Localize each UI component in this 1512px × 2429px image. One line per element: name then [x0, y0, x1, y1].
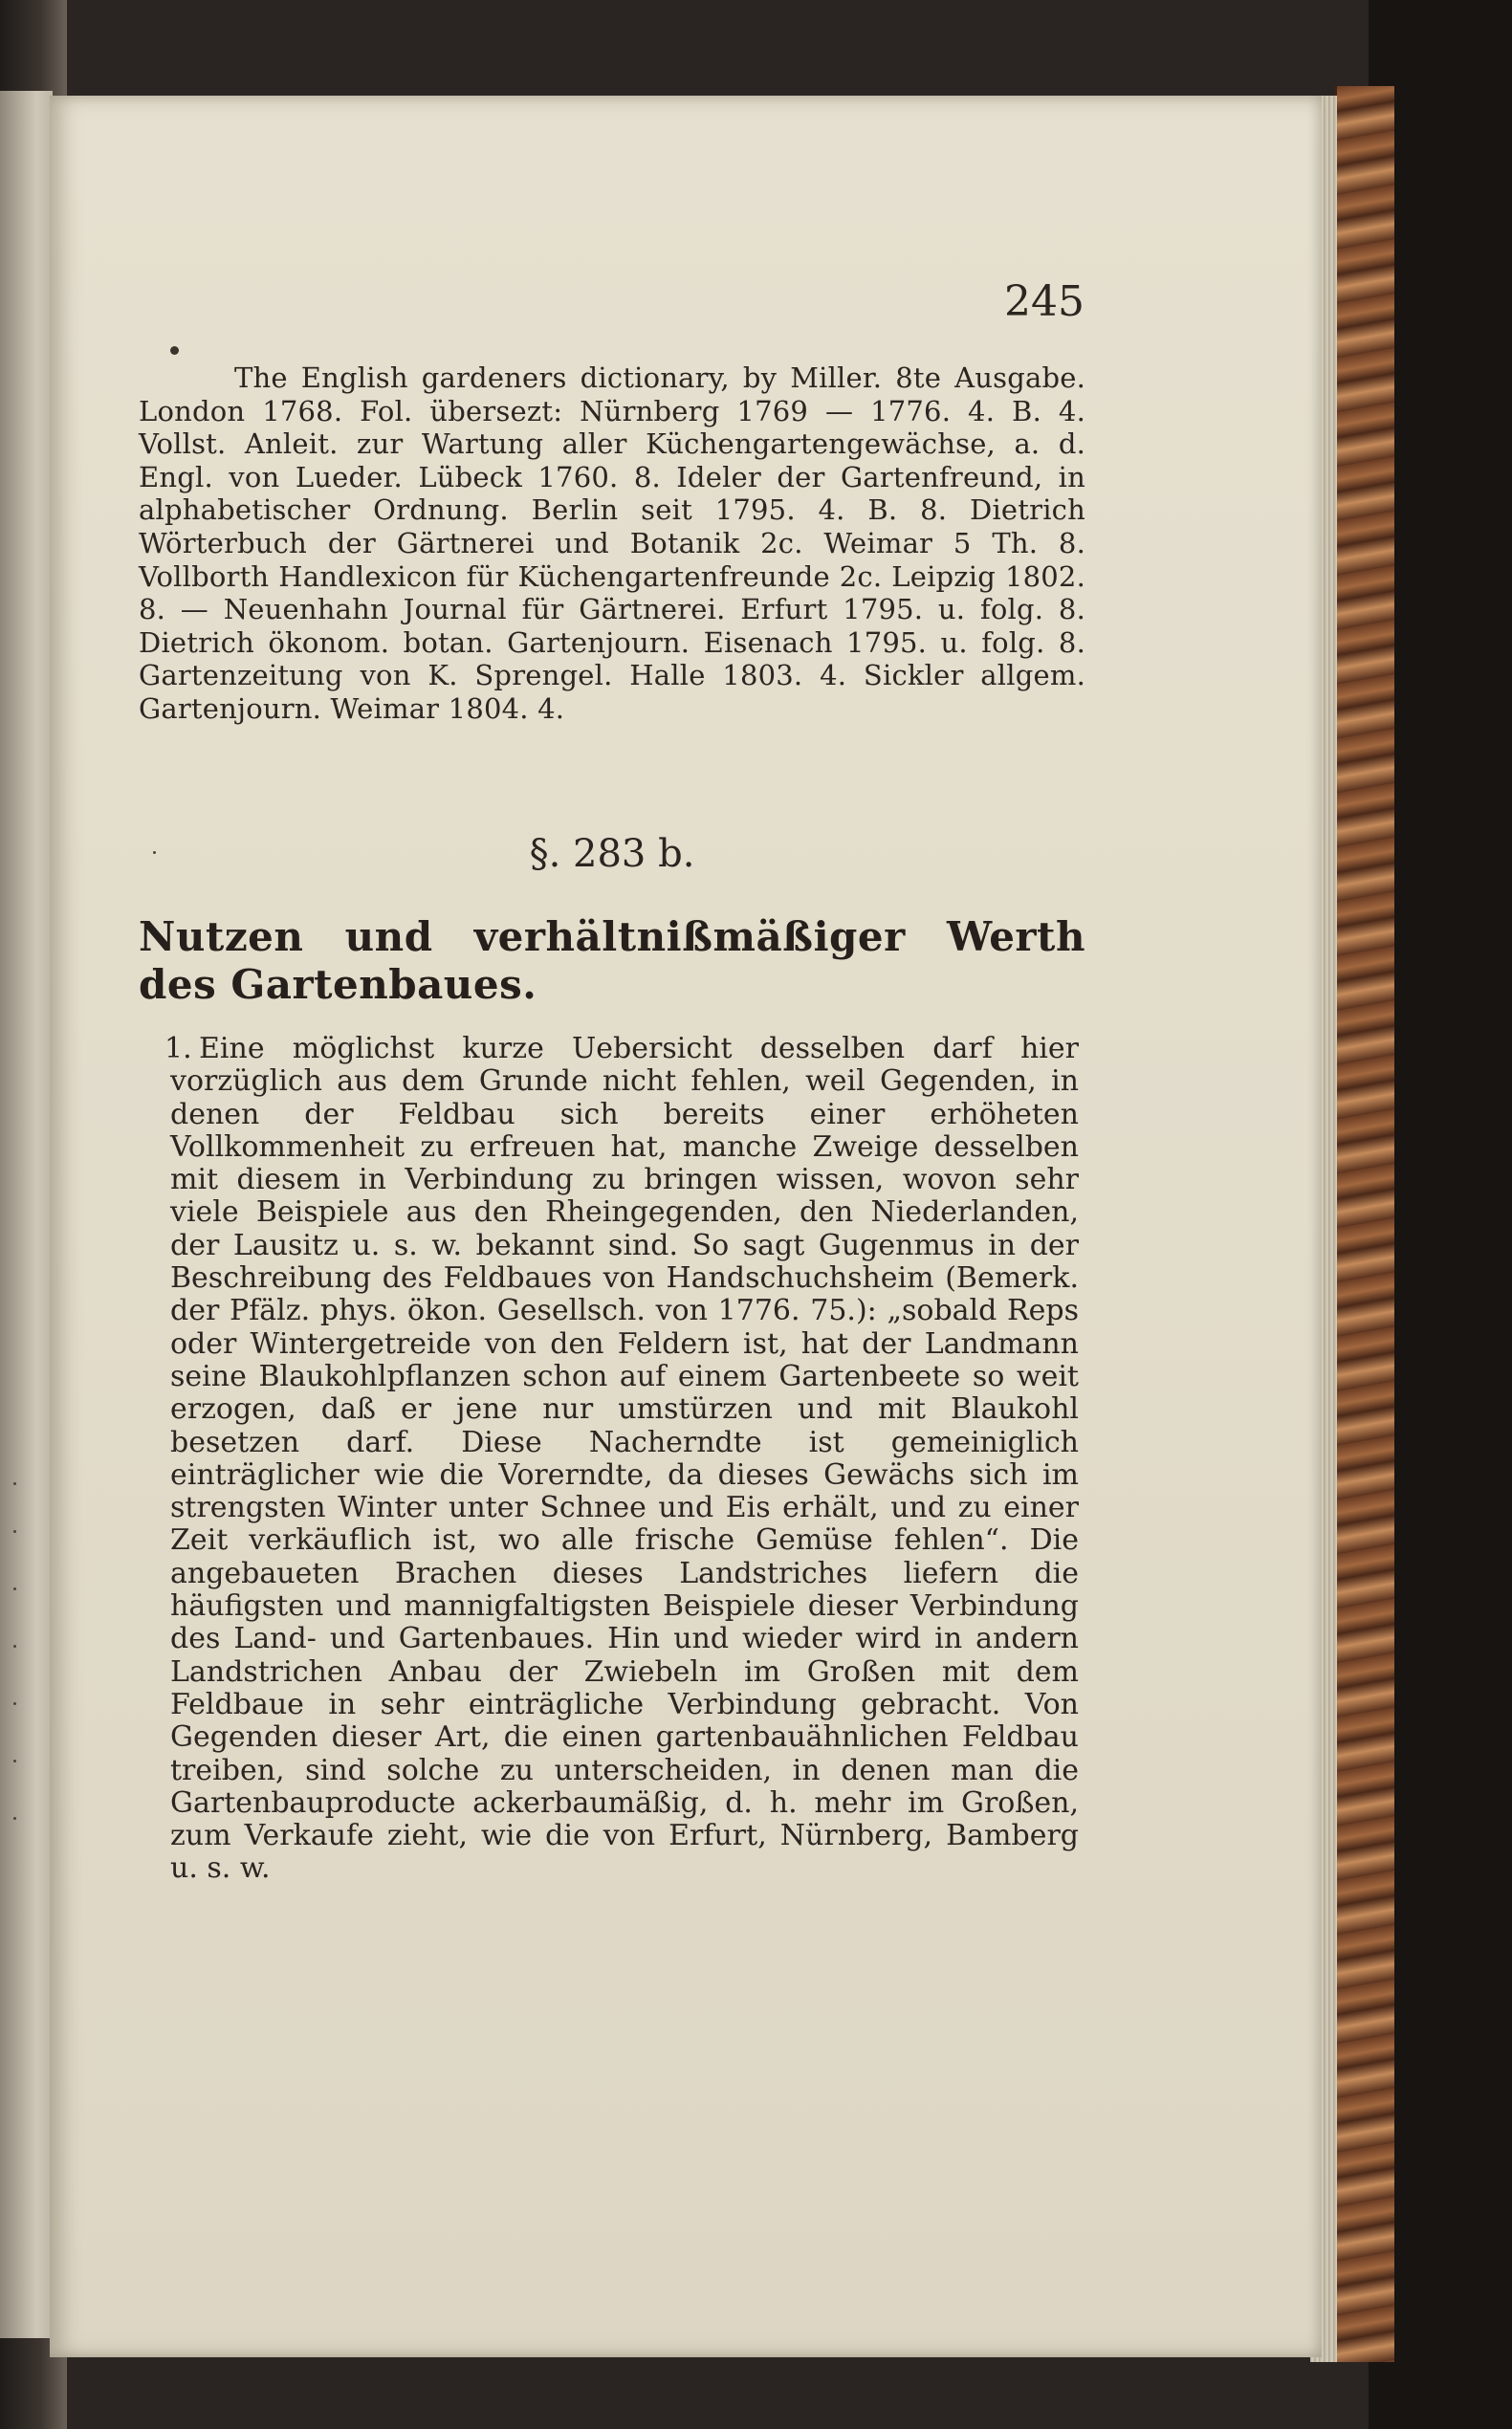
- paragraph-1: [164, 1032, 1079, 1886]
- margin-mark: [13, 1482, 16, 1485]
- margin-mark: [13, 1530, 16, 1533]
- marbled-cover-edge: [1334, 86, 1394, 2362]
- section-title: §. 283 b.: [529, 832, 695, 876]
- section-heading: Nutzen und verhältnißmäßiger Werth des Gartenbaues.: [139, 913, 1085, 1008]
- paragraph-number: 1.: [164, 1032, 192, 1065]
- margin-mark: [13, 1702, 16, 1705]
- margin-mark: [13, 1817, 16, 1820]
- margin-mark: [153, 851, 156, 854]
- margin-mark: [13, 1587, 16, 1590]
- margin-mark: [13, 1760, 16, 1762]
- page-number: 245: [1004, 277, 1085, 326]
- previous-page-edge: [0, 91, 53, 2338]
- margin-mark: [13, 1645, 16, 1648]
- paragraph-text: Eine möglichst kurze Uebersicht desselben darf hier vorzüglich aus dem Grunde nicht fehlen, weil Gegenden, in denen der Feldbau sich bereits einer erhöheten Vollkommenheit zu erfreuen hat, manche Zweige desselben mit diesem in Verbindung zu bringen wissen, wovon sehr viele Beispiele aus den Rheingegenden, den Niederlanden, der Lausitz u. s. w. bekannt sind. So sagt Gugenmus in der Beschreibung des Feldbaues von Handschuchsheim (Bemerk. der Pfälz. phys. ökon. Gesellsch. von 1776. 75.): „sobald Reps oder Wintergetreide von den Feldern ist, hat der Landmann seine Blaukohlpflanzen schon auf einem Gartenbeete so weit erzogen, daß er jene nur umstürzen und mit Blaukohl besetzen darf. Diese Nacherndte ist gemeiniglich einträglicher wie die Vorerndte, da dieses Gewächs sich im strengsten Winter unter Schnee und Eis erhält, und zu einer Zeit verkäuflich ist, wo alle frische Gemüse fehlen“. Die angebaueten Brachen dieses Landstriches liefern die häufigsten und mannigfaltigsten Beispiele dieser Verbindung des Land- und Gartenbaues. Hin und wieder wird in andern Landstrichen Anbau der Zwiebeln im Großen mit dem Feldbaue in sehr einträgliche Verbindung gebracht. Von Gegenden dieser Art, die einen gartenbauähnlichen Feldbau treiben, sind solche zu unterscheiden, in denen man die Gartenbauproducte ackerbaumäßig, d. h. mehr im Großen, zum Verkaufe zieht, wie die von Erfurt, Nürnberg, Bamberg u. s. w.: [170, 1032, 1079, 1886]
- bibliography-block: The English gardeners dictionary, by Miller. 8te Ausgabe. London 1768. Fol. übersezt: Nürnberg 1769 — 1776. 4. B. 4. Vollst. Anleit. zur Wartung aller Küchengartengewächse, a. d. Engl. von Lueder. Lübeck 1760. 8. Ideler der Gartenfreund, in alphabetischer Ordnung. Berlin seit 1795. 4. B. 8. Dietrich Wörterbuch der Gärtnerei und Botanik 2c. Weimar 5 Th. 8. Vollborth Handlexicon für Küchengartenfreunde 2c. Leipzig 1802. 8. — Neuenhahn Journal für Gärtnerei. Erfurt 1795. u. folg. 8. Dietrich ökonom. botan. Gartenjourn. Eisenach 1795. u. folg. 8. Gartenzeitung von K. Sprengel. Halle 1803. 4. Sickler allgem. Gartenjourn. Weimar 1804. 4.: [139, 361, 1085, 725]
- ink-dot: [170, 346, 179, 355]
